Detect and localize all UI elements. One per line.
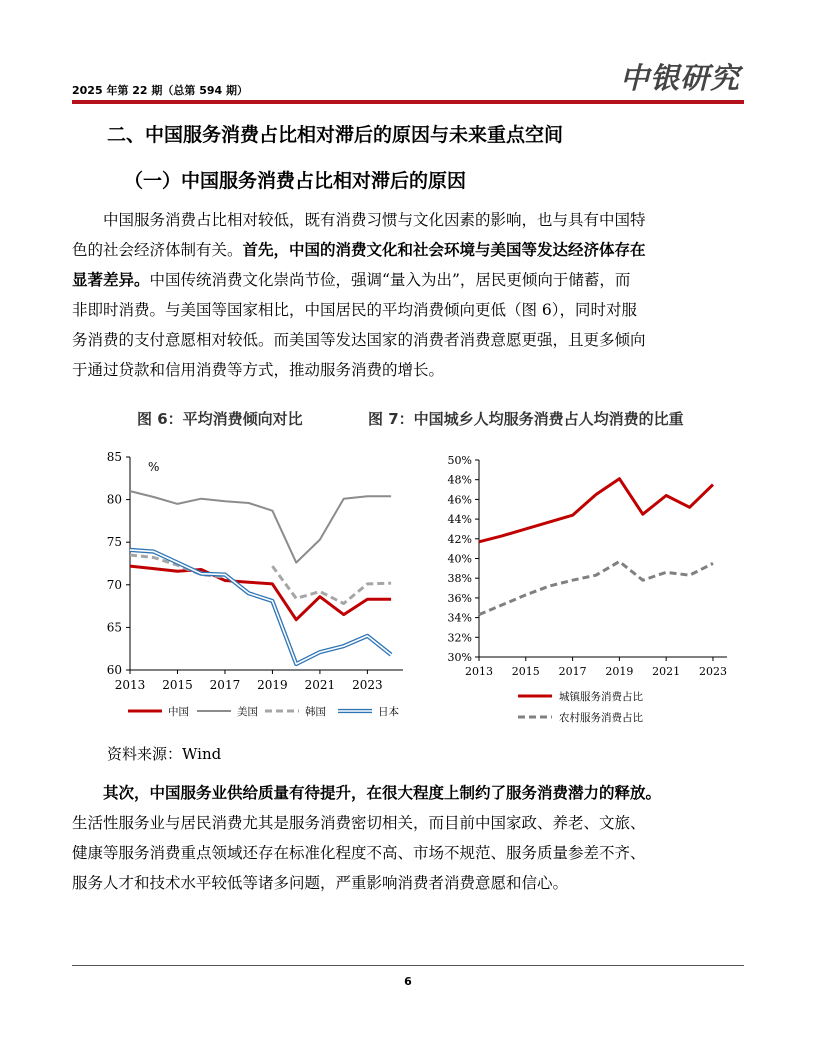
paragraph-1 — [72, 205, 744, 385]
para1-line: 中国服务消费占比相对较低，既有消费习惯与文化因素的影响，也与具有中国特 — [72, 211, 646, 229]
para1-bold: 首先，中国的消费文化和社会环境与美国等发达经济体存在 — [242, 241, 646, 259]
footer-rule — [72, 965, 744, 966]
fig6-title: 图 6：平均消费倾向对比 — [137, 410, 303, 428]
para1-line: 务消费的支付意愿相对较低。而美国等发达国家的消费者消费意愿更强，且更多倾向 — [72, 331, 646, 349]
x-tick-label: 2013 — [465, 665, 493, 678]
y-tick-label: 38% — [447, 572, 472, 586]
para1-line: 于通过贷款和信用消费等方式，推动服务消费的增长。 — [72, 361, 445, 379]
para1-bold: 显著差异。 — [72, 271, 150, 289]
y-tick-label: 60 — [106, 663, 122, 677]
paragraph-2 — [72, 778, 744, 898]
series-line — [130, 550, 391, 664]
x-tick-label: 2023 — [352, 678, 383, 692]
y-tick-label: 42% — [447, 532, 472, 546]
y-tick-label: 75 — [106, 535, 122, 550]
series-line — [479, 562, 713, 615]
page-number: 6 — [404, 975, 412, 988]
legend-label: 城镇服务消费占比 — [559, 691, 643, 703]
para2-line — [72, 778, 744, 808]
x-tick-label: 2017 — [209, 678, 241, 692]
y-tick-label: 30% — [447, 651, 472, 664]
y-tick-label: 85 — [106, 450, 122, 464]
unit-label: % — [148, 460, 160, 474]
header-rule — [72, 100, 744, 104]
legend-label: 美国 — [237, 706, 258, 718]
para1-line — [72, 265, 744, 295]
legend-label: 中国 — [168, 706, 189, 718]
y-tick-label: 48% — [447, 473, 472, 487]
para1-text: 中国传统消费文化崇尚节俭，强调“量入为出”，居民更倾向于储蓄，而 — [149, 271, 631, 289]
para2-line: 生活性服务业与居民消费尤其是服务消费密切相关，而目前中国家政、养老、文旅、 — [72, 814, 646, 832]
para1-line: 非即时消费。与美国等国家相比，中国居民的平均消费倾向更低（图 6），同时对服 — [72, 301, 638, 319]
x-tick-label: 2019 — [605, 665, 634, 678]
y-tick-label: 50% — [447, 454, 472, 467]
x-tick-label: 2015 — [511, 665, 540, 678]
y-tick-label: 80 — [106, 492, 122, 507]
para2-line: 服务人才和技术水平较低等诸多问题，严重影响消费者消费意愿和信心。 — [72, 874, 569, 892]
y-tick-label: 65 — [106, 620, 122, 635]
series-line-inner — [130, 550, 391, 664]
para2-bold: 其次，中国服务业供给质量有待提升，在很大程度上制约了服务消费潜力的释放。 — [72, 784, 662, 802]
para1-text: 色的社会经济体制有关。 — [72, 241, 243, 259]
series-line — [479, 479, 713, 542]
fig7-title: 图 7：中国城乡人均服务消费占人均消费的比重 — [368, 410, 684, 428]
x-tick-label: 2017 — [558, 665, 587, 678]
para1-line — [72, 235, 744, 265]
y-tick-label: 36% — [447, 591, 472, 605]
x-tick-label: 2021 — [304, 678, 336, 692]
y-tick-label: 40% — [447, 552, 472, 566]
y-tick-label: 70 — [106, 577, 122, 592]
sub-title: （一）中国服务消费占比相对滞后的原因 — [124, 170, 467, 192]
series-line — [130, 491, 391, 562]
series-line — [130, 566, 391, 620]
x-tick-label: 2013 — [114, 678, 146, 692]
issue-label: 2025 年第 22 期（总第 594 期） — [72, 84, 249, 97]
x-tick-label: 2021 — [652, 665, 681, 678]
section-title: 二、中国服务消费占比相对滞后的原因与未来重点空间 — [107, 124, 564, 146]
legend-label: 农村服务消费占比 — [559, 712, 643, 724]
source-note: 资料来源：Wind — [107, 745, 222, 763]
chart-urban-rural-service-share — [425, 445, 745, 735]
legend-label: 日本 — [378, 706, 399, 718]
x-tick-label: 2015 — [162, 678, 193, 692]
y-tick-label: 32% — [447, 631, 472, 645]
legend-label: 韩国 — [305, 706, 326, 718]
logo: 中银研究 — [619, 61, 740, 95]
para2-line: 健康等服务消费重点领域还存在标准化程度不高、市场不规范、服务质量参差不齐、 — [72, 844, 646, 862]
chart-avg-consumption-propensity — [90, 445, 410, 730]
x-tick-label: 2019 — [257, 678, 288, 692]
y-tick-label: 44% — [447, 513, 472, 527]
x-tick-label: 2023 — [698, 665, 727, 678]
y-tick-label: 46% — [447, 493, 472, 507]
y-tick-label: 34% — [447, 611, 472, 625]
